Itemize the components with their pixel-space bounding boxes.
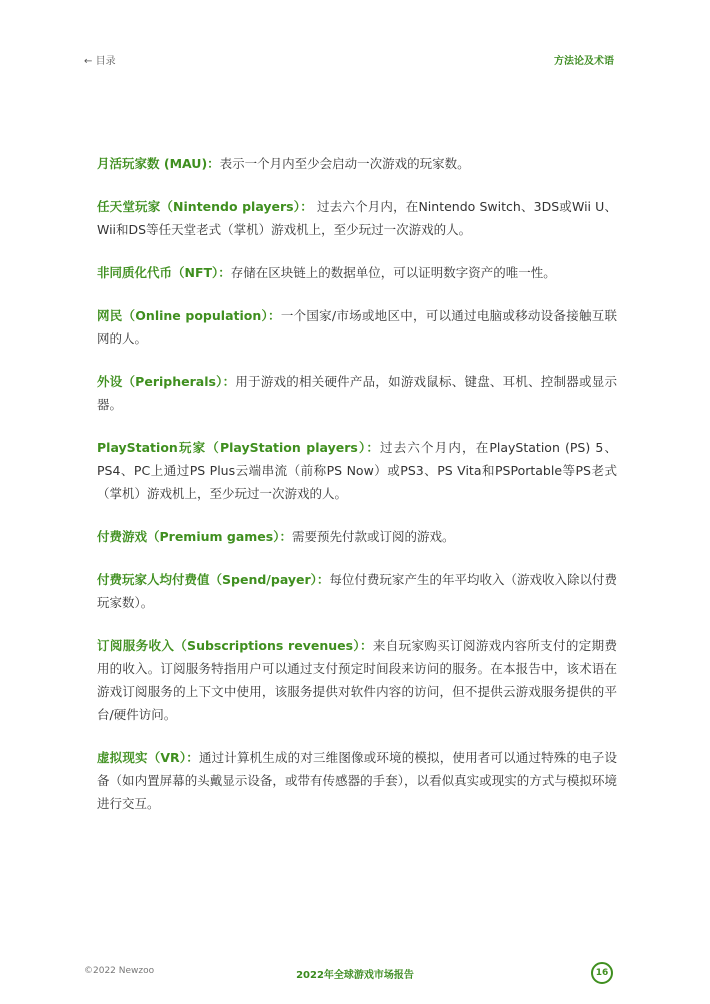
glossary-entry xyxy=(97,436,617,505)
glossary-entry xyxy=(97,304,617,350)
glossary-entry xyxy=(97,525,617,548)
glossary-term: 虚拟现实（VR）： xyxy=(97,750,199,765)
glossary-list xyxy=(97,152,617,835)
glossary-definition: 表示一个月内至少会启动一次游戏的玩家数。 xyxy=(219,156,470,171)
glossary-definition: 每位付费玩家产生的年平均收入（游戏收入除以付费玩家数）。 xyxy=(97,572,617,610)
glossary-term: 付费玩家人均付费值（Spend/payer）： xyxy=(97,572,330,587)
glossary-definition: 一个国家/市场或地区中，可以通过电脑或移动设备接触互联网的人。 xyxy=(97,308,618,346)
glossary-entry xyxy=(97,634,617,726)
glossary-entry xyxy=(97,568,617,614)
page-number: 16 xyxy=(595,968,609,978)
section-title: 方法论及术语 xyxy=(554,56,614,67)
glossary-term: 月活玩家数 (MAU)： xyxy=(97,156,220,171)
page-number-badge xyxy=(591,962,613,984)
toc-label: 目录 xyxy=(95,56,116,67)
glossary-term: PlayStation玩家（PlayStation players）： xyxy=(97,440,381,455)
glossary-term: 网民（Online population）： xyxy=(97,308,281,323)
glossary-entry xyxy=(97,370,617,416)
glossary-entry xyxy=(97,261,617,284)
glossary-definition: 过去六个月内，在PlayStation (PS) 5、PS4、PC上通过PS Plus云端串流（前称PS Now）或PS3、PS Vita和PSPortable等PS老式（掌机）游戏机上，至少玩过一次游戏的人。 xyxy=(97,440,617,501)
copyright: ©2022 Newzoo xyxy=(84,966,155,976)
glossary-term: 任天堂玩家（Nintendo players）： xyxy=(97,199,313,214)
glossary-term: 付费游戏（Premium games）： xyxy=(97,529,292,544)
glossary-entry xyxy=(97,746,617,815)
glossary-definition: 存储在区块链上的数据单位，可以证明数字资产的唯一性。 xyxy=(230,265,556,280)
toc-link[interactable] xyxy=(84,52,116,67)
glossary-definition: 过去六个月内，在Nintendo Switch、3DS或Wii U、Wii和DS等任天堂老式（掌机）游戏机上，至少玩过一次游戏的人。 xyxy=(97,199,617,237)
glossary-definition: 来自玩家购买订阅游戏内容所支付的定期费用的收入。订阅服务特指用户可以通过支付预定时间段来访问的服务。在本报告中，该术语在游戏订阅服务的上下文中使用，该服务提供对软件内容的访问，但不提供云游戏服务提供的平台/硬件访问。 xyxy=(97,638,617,722)
glossary-entry xyxy=(97,152,617,175)
glossary-definition: 需要预先付款或订阅的游戏。 xyxy=(291,529,455,544)
arrow-left-icon: ← xyxy=(84,56,93,67)
glossary-definition: 通过计算机生成的对三维图像或环境的模拟，使用者可以通过特殊的电子设备（如内置屏幕的头戴显示设备，或带有传感器的手套），以看似真实或现实的方式与模拟环境进行交互。 xyxy=(97,750,617,811)
glossary-term: 外设（Peripherals）： xyxy=(97,374,236,389)
glossary-term: 订阅服务收入（Subscriptions revenues）： xyxy=(97,638,373,653)
glossary-term: 非同质化代币（NFT）： xyxy=(97,265,231,280)
glossary-entry xyxy=(97,195,617,241)
glossary-definition: 用于游戏的相关硬件产品，如游戏鼠标、键盘、耳机、控制器或显示器。 xyxy=(97,374,617,412)
report-title: 2022年全球游戏市场报告 xyxy=(296,970,414,981)
